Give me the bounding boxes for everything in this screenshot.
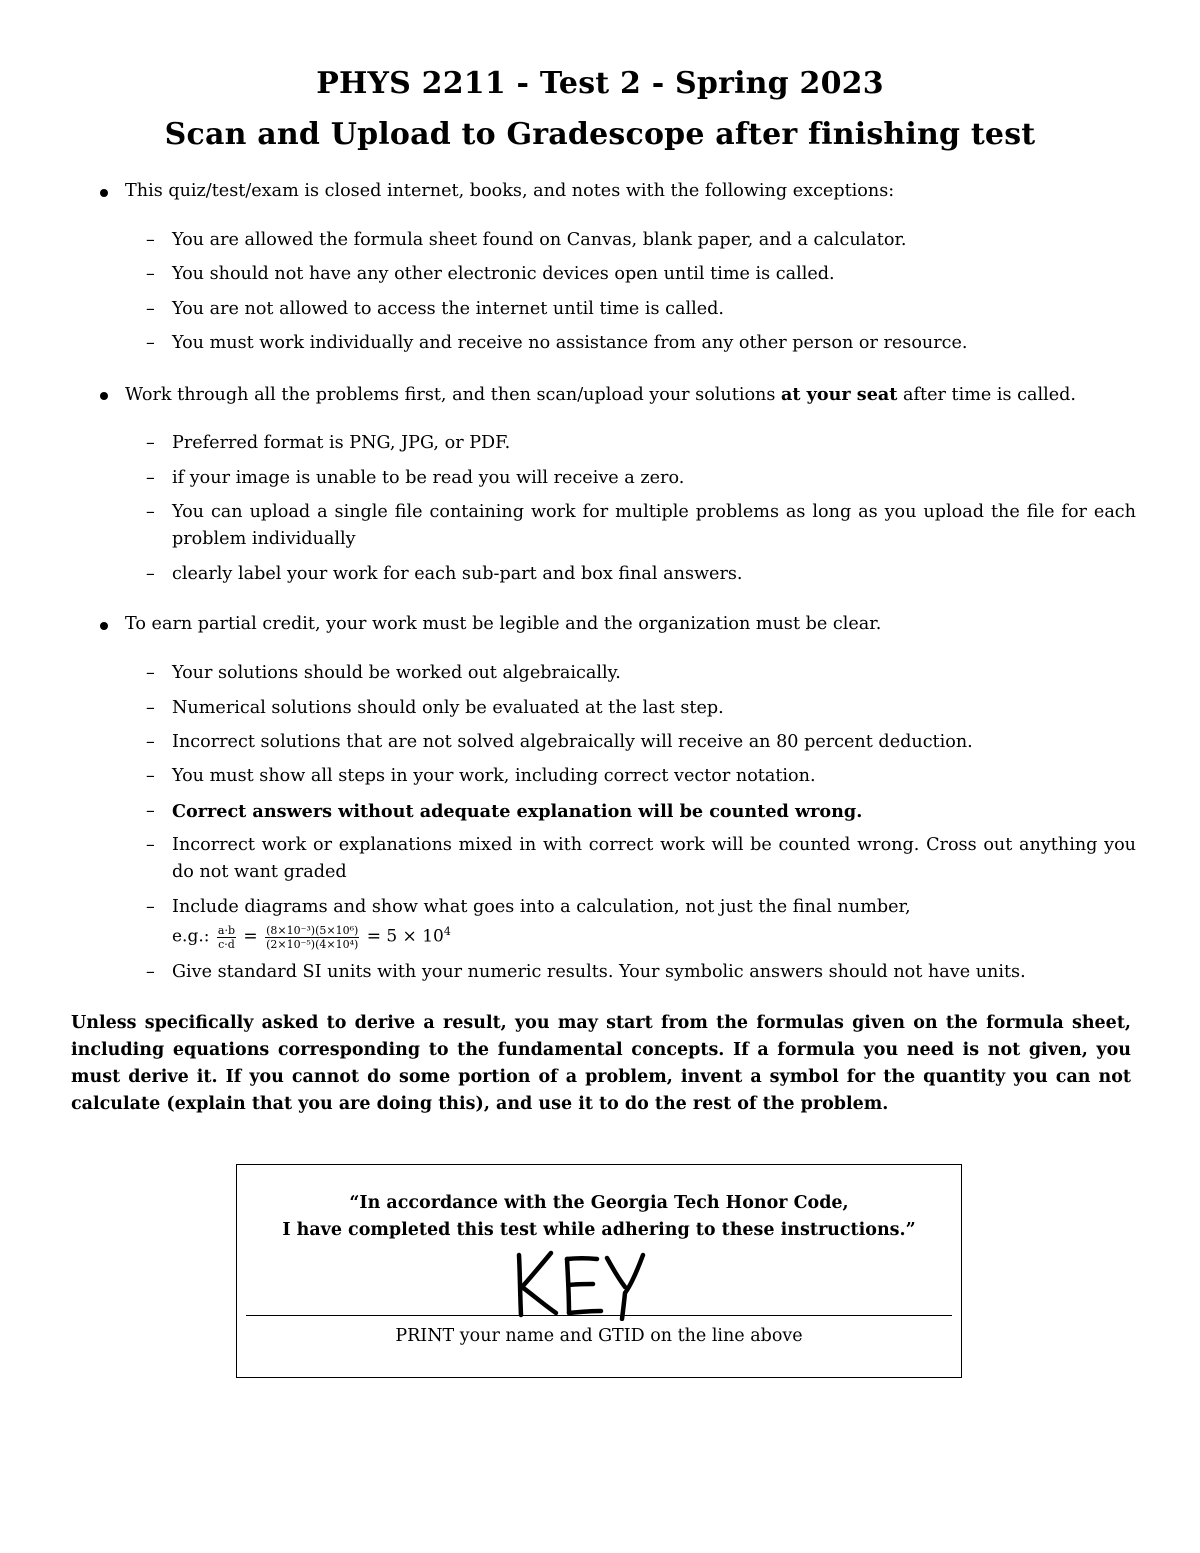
bullet-item: This quiz/test/exam is closed internet, books, and notes with the following exceptions: <box>100 178 1160 205</box>
sub-bullet-item: – Preferred format is PNG, JPG, or PDF. <box>146 433 511 453</box>
bullet-icon <box>100 392 108 400</box>
sub-bullet-item: – You are allowed the formula sheet found on Canvas, blank paper, and a calculator. <box>146 230 907 250</box>
signature-line <box>246 1315 952 1316</box>
sub-bullet-item: – Numerical solutions should only be evaluated at the last step. <box>146 698 724 718</box>
sub-bullet-item: – Your solutions should be worked out algebraically. <box>146 663 621 683</box>
sub-bullet-item: – Correct answers without adequate explanation will be counted wrong. <box>146 801 863 822</box>
sub-bullet-item: – Include diagrams and show what goes into a calculation, not just the final number, <box>146 897 911 917</box>
honor-code-box <box>236 1164 962 1378</box>
page-subtitle: Scan and Upload to Gradescope after finishing test <box>164 117 1036 152</box>
bullet-item: To earn partial credit, your work must be legible and the organization must be clear. <box>100 611 1160 638</box>
sub-bullet-item: – You are not allowed to access the internet until time is called. <box>146 299 725 319</box>
print-name-label: PRINT your name and GTID on the line above <box>395 1326 803 1346</box>
sub-bullet-item: – You should not have any other electronic devices open until time is called. <box>146 264 835 284</box>
sub-bullet-item: – Incorrect work or explanations mixed in with correct work will be counted wrong. Cross out anything you do not want graded <box>146 835 1136 882</box>
sub-bullet-item: – clearly label your work for each sub-part and box final answers. <box>146 564 743 584</box>
instructions-paragraph: Unless specifically asked to derive a result, you may start from the formulas given on the formula sheet, including equations corresponding to the fundamental concepts. If a formula you need is not given, you must derive it. If you cannot do some portion of a problem, invent a symbol for the quantity you can not calculate (explain that you are doing this), and use it to do the rest of the problem. <box>71 1013 1131 1114</box>
bullet-icon <box>100 189 108 197</box>
honor-code-line-2: I have completed this test while adhering to these instructions.” <box>282 1220 916 1240</box>
sub-bullet-item: – Incorrect solutions that are not solved algebraically will receive an 80 percent deduction. <box>146 732 973 752</box>
example-equation: e.g.: $\frac{a\cdot b}{c\cdot d}$ = $\frac{\text{(8×10⁻³)(5×10⁶)}}{\text{(2×10⁻⁵)(4×10⁴)}}$ = $5 \times 10^4$ <box>172 923 451 951</box>
sub-bullet-item: – You must show all steps in your work, including correct vector notation. <box>146 766 816 786</box>
signature-key <box>509 1249 649 1321</box>
sub-bullet-item: – if your image is unable to be read you will receive a zero. <box>146 468 685 488</box>
sub-bullet-item: – You must work individually and receive no assistance from any other person or resource. <box>146 333 968 353</box>
bullet-item: Work through all the problems first, and then scan/upload your solutions at your seat after time is called. <box>100 381 1160 409</box>
bullet-icon <box>100 622 108 630</box>
sub-bullet-item: – You can upload a single file containing work for multiple problems as long as you upload the file for each problem individually <box>146 502 1136 549</box>
honor-code-line-1: “In accordance with the Georgia Tech Honor Code, <box>349 1193 849 1213</box>
sub-bullet-item: – Give standard SI units with your numeric results. Your symbolic answers should not have units. <box>146 962 1026 982</box>
page-title: PHYS 2211 - Test 2 - Spring 2023 <box>316 66 884 101</box>
